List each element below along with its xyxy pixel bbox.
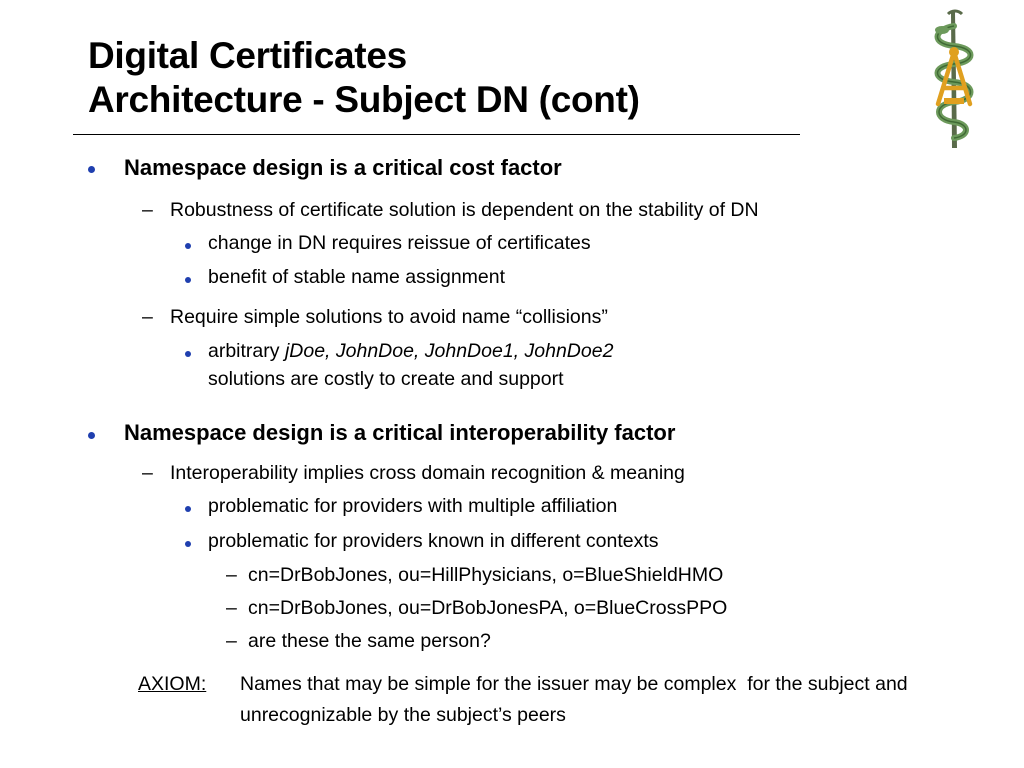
axiom-line-1: Names that may be simple for the issuer may be complex for the subject and [240,673,908,695]
bullet-dot [185,243,191,249]
section1-sub2-point [208,340,613,363]
example-3: are these the same person? [248,630,491,652]
axiom-block [0,673,1024,743]
section1-sub2-text: Require simple solutions to avoid name “collisions” [170,306,608,328]
dash-marker: – [226,564,237,586]
name-examples: jDoe, JohnDoe, JohnDoe1, JohnDoe2 [284,340,614,362]
dash-marker: – [142,462,153,484]
section1-sub1-text: Robustness of certificate solution is dependent on the stability of DN [170,199,759,221]
bullet-dot [185,277,191,283]
bullet-dot [88,432,95,439]
dash-marker: – [142,306,153,328]
section2-sub1-point-1: problematic for providers with multiple affiliation [208,495,618,517]
dash-marker: – [226,597,237,619]
axiom-label: AXIOM: [138,673,207,695]
bullet-dot [88,166,95,173]
section1-sub1-point-2: benefit of stable name assignment [208,266,506,288]
title-underline [73,134,800,135]
example-1: cn=DrBobJones, ou=HillPhysicians, o=BlueShieldHMO [248,564,724,586]
bullet-dot [185,541,191,547]
slide-title [88,34,640,122]
section1-heading: Namespace design is a critical cost factor [124,155,562,180]
section1-sub1-point-1: change in DN requires reissue of certificates [208,232,591,254]
point-prefix: arbitrary [208,340,285,362]
title-line-1: Digital Certificates [88,35,407,76]
section1-sub2-point-line2: solutions are costly to create and support [208,368,564,390]
bullet-dot [185,351,191,357]
example-2: cn=DrBobJones, ou=DrBobJonesPA, o=BlueCrossPPO [248,597,728,619]
axiom-text [240,669,908,731]
section2-sub1-text: Interoperability implies cross domain recognition & meaning [170,462,685,484]
bullet-dot [185,506,191,512]
axiom-line-2: unrecognizable by the subject’s peers [240,704,566,726]
section2-heading: Namespace design is a critical interoperability factor [124,420,676,445]
section2-sub1-point-2: problematic for providers known in different contexts [208,530,659,552]
title-line-2: Architecture - Subject DN (cont) [88,79,640,120]
dash-marker: – [142,199,153,221]
caduceus-icon [918,8,988,154]
dash-marker: – [226,630,237,652]
